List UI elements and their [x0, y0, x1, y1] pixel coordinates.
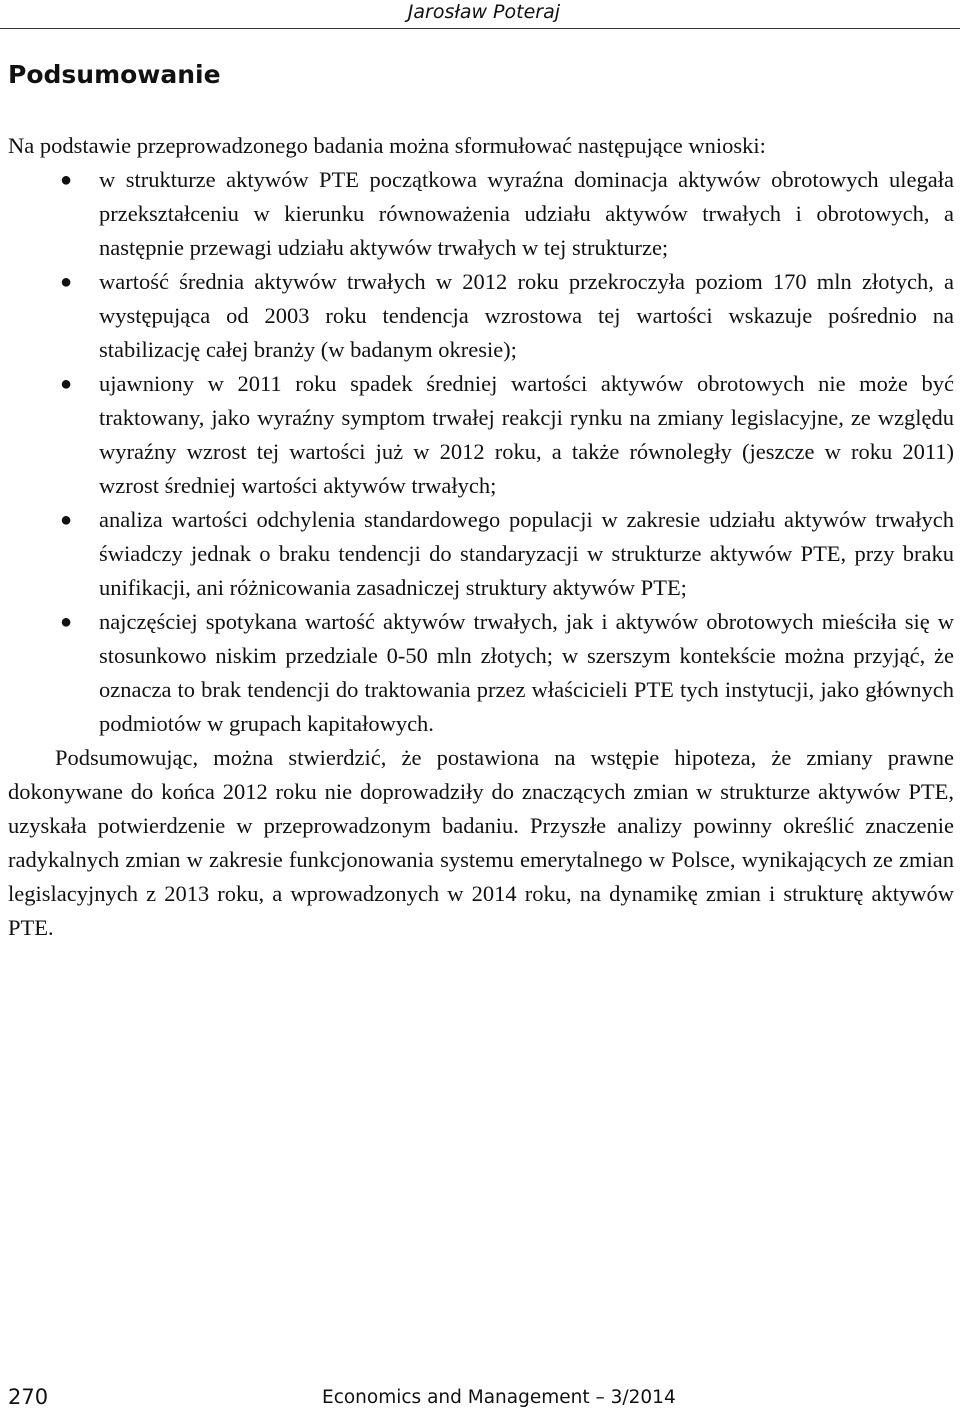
intro-paragraph: Na podstawie przeprowadzonego badania można sformułować następujące wnioski: [8, 133, 766, 158]
list-item-text: wartość średnia aktywów trwałych w 2012 roku przekroczyła poziom 170 mln złotych, a występująca od 2003 roku tendencja wzrostowa tej wartości wskazuje pośrednio na stabilizację całej branży (w badanym okresie); [99, 269, 954, 362]
section-title: Podsumowanie [8, 60, 221, 89]
list-item [8, 367, 954, 503]
page-number: 270 [8, 1385, 49, 1409]
list-item [8, 605, 954, 741]
bullet-icon: ● [60, 509, 73, 531]
bullet-icon: ● [60, 271, 73, 293]
journal-footer: Economics and Management – 3/2014 [322, 1387, 676, 1408]
list-item-text: w strukturze aktywów PTE początkowa wyraźna dominacja aktywów obrotowych ulegała przekształceniu w kierunku równoważenia udziału aktywów trwałych i obrotowych, a następnie przewagi udziału aktywów trwałych w tej strukturze; [99, 167, 954, 260]
bullet-icon: ● [60, 373, 73, 395]
list-item [8, 163, 954, 265]
list-item-text: analiza wartości odchylenia standardowego populacji w zakresie udziału aktywów trwałych świadczy jednak o braku tendencji do standaryzacji w strukturze aktywów PTE, przy braku unifikacji, ani różnicowania zasadniczej struktury aktywów PTE; [99, 507, 954, 600]
list-item-text: najczęściej spotykana wartość aktywów trwałych, jak i aktywów obrotowych mieściła się w stosunkowo niskim przedziale 0-50 mln złotych; w szerszym kontekście można przyjąć, że oznacza to brak tendencji do traktowania przez właścicieli PTE tych instytucji, jako głównych podmiotów w grupach kapitałowych. [99, 609, 954, 736]
list-item [8, 265, 954, 367]
bullet-icon: ● [60, 169, 73, 191]
conclusions-list [8, 163, 954, 741]
header-rule [0, 28, 960, 29]
conclusion-paragraph: Podsumowując, można stwierdzić, że postawiona na wstępie hipoteza, że zmiany prawne dokonywane do końca 2012 roku nie doprowadziły do znaczących zmian w strukturze aktywów PTE, uzyskała potwierdzenie w przeprowadzonym badaniu. Przyszłe analizy powinny określić znaczenie radykalnych zmian w zakresie funkcjonowania systemu emerytalnego w Polsce, wynikających ze zmian legislacyjnych z 2013 roku, a wprowadzonych w 2014 roku, na dynamikę zmian i strukturę aktywów PTE. [8, 745, 954, 940]
bullet-icon: ● [60, 611, 73, 633]
body-text [8, 129, 954, 945]
list-item-text: ujawniony w 2011 roku spadek średniej wartości aktywów obrotowych nie może być traktowany, jako wyraźny symptom trwałej reakcji rynku na zmiany legislacyjne, ze względu wyraźny wzrost tej wartości już w 2012 roku, a także równoległy (jeszcze w roku 2011) wzrost średniej wartości aktywów trwałych; [99, 371, 954, 498]
running-head-author: Jarosław Poteraj [407, 1, 560, 23]
list-item [8, 503, 954, 605]
